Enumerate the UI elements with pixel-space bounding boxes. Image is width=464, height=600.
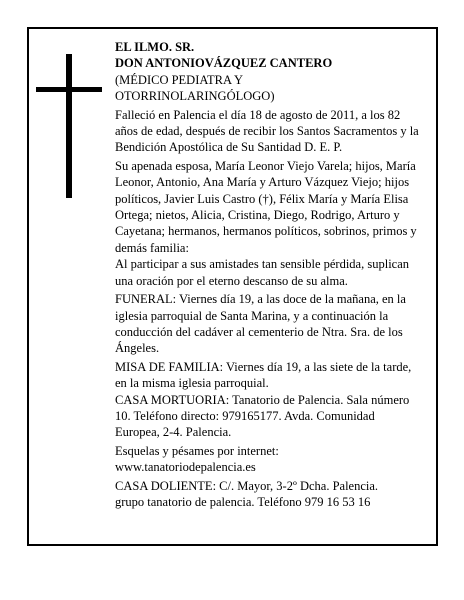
obituary-text [115,39,421,510]
cross-horizontal-bar [36,87,102,92]
website-link[interactable]: www.tanatoriodepalencia.es [115,460,256,475]
online-condolences-label: Esquelas y pésames por internet: [115,443,279,458]
footer-line: grupo tanatorio de palencia. Teléfono 979 16 53 16 [115,494,371,509]
profession-line-2: OTORRINOLARINGÓLOGO) [115,89,275,104]
prayer-request: Al participar a sus amistades tan sensible pérdida, suplican una oración por el eterno descanso de su alma. [115,257,410,288]
cross-icon [36,54,102,198]
family-mass-info: MISA DE FAMILIA: Viernes día 19, a las siete de la tarde, en la misma iglesia parroquial. [115,359,412,391]
cross-vertical-bar [66,54,72,198]
honorific: EL ILMO. SR. [115,40,195,54]
funeral-info: FUNERAL: Viernes día 19, a las doce de la mañana, en la iglesia parroquial de Santa Marina, y a continuación la conducción del cadáver al cementerio de Ntra. Sra. de los Ángeles. [115,292,406,356]
deceased-name: DON ANTONIOVÁZQUEZ CANTERO [115,56,333,71]
funeral-home-info: CASA MORTUORIA: Tanatorio de Palencia. Sala número 10. Teléfono directo: 979165177. Avda. Comunidad Europea, 2-4. Palencia. [115,392,410,440]
mourning-house-info: CASA DOLIENTE: C/. Mayor, 3-2º Dcha. Palencia. [115,478,379,493]
profession-line-1: (MÉDICO PEDIATRA Y [115,72,244,87]
death-notice: Falleció en Palencia el día 18 de agosto de 2011, a los 82 años de edad, después de recibir los Santos Sacramentos y la Bendición Apostólica de Su Santidad D. E. P. [115,107,419,155]
family-list: Su apenada esposa, María Leonor Viejo Varela; hijos, María Leonor, Antonio, Ana María y Arturo Vázquez Viejo; hijos políticos, Javier Luis Castro (†), Félix María y María Elisa Ortega; nietos, Alicia, Cristina, Diego, Rodrigo, Arturo y Cayetana; hermanos, hermanos políticos, sobrinos, primos y demás familia: [115,158,417,255]
